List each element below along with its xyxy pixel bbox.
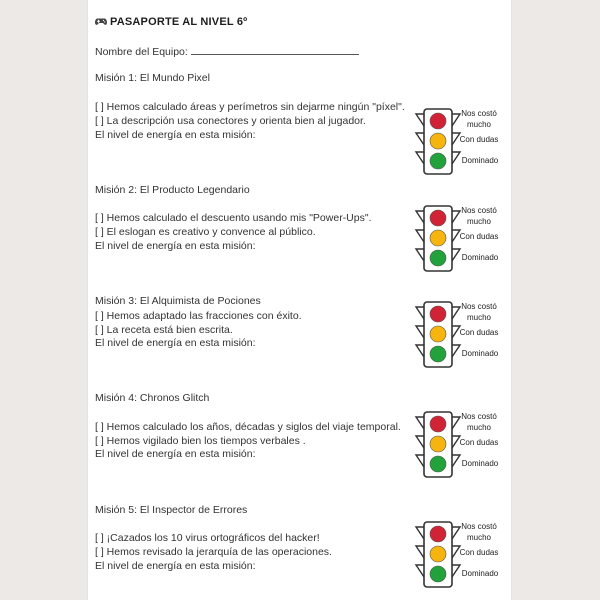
checklist-item[interactable]: [ ] Hemos adaptado las fracciones con éxito. <box>95 310 302 322</box>
legend-red-label: Nos costó mucho <box>461 206 497 226</box>
red-lamp[interactable] <box>430 416 446 432</box>
checklist-item[interactable]: [ ] Hemos calculado el descuento usando mis "Power-Ups". <box>95 212 372 224</box>
title-text: PASAPORTE AL NIVEL 6º <box>110 16 248 28</box>
green-lamp[interactable] <box>430 456 446 472</box>
legend-red-label: Nos costó mucho <box>461 522 497 542</box>
page-title <box>95 16 247 28</box>
legend-yellow-label: Con dudas <box>459 135 499 144</box>
legend-green-label: Dominado <box>461 459 499 468</box>
team-name-label: Nombre del Equipo: <box>95 46 188 58</box>
red-lamp[interactable] <box>430 113 446 129</box>
energy-level-label: El nivel de energía en esta misión: <box>95 337 256 349</box>
checklist-item[interactable]: [ ] El eslogan es creativo y convence al público. <box>95 226 316 238</box>
legend-yellow-label: Con dudas <box>459 548 499 557</box>
mission-title: Misión 5: El Inspector de Errores <box>95 504 248 516</box>
mission-title: Misión 2: El Producto Legendario <box>95 184 250 196</box>
red-lamp[interactable] <box>430 210 446 226</box>
yellow-lamp[interactable] <box>430 133 446 149</box>
checklist-item[interactable]: [ ] ¡Cazados los 10 virus ortográficos del hacker! <box>95 532 320 544</box>
mission-title: Misión 1: El Mundo Pixel <box>95 72 210 84</box>
green-lamp[interactable] <box>430 153 446 169</box>
red-lamp[interactable] <box>430 306 446 322</box>
team-name-field[interactable] <box>95 45 359 58</box>
yellow-lamp[interactable] <box>430 230 446 246</box>
legend-yellow-label: Con dudas <box>459 232 499 241</box>
legend-red-label: Nos costó mucho <box>461 412 497 432</box>
green-lamp[interactable] <box>430 566 446 582</box>
yellow-lamp[interactable] <box>430 546 446 562</box>
yellow-lamp[interactable] <box>430 326 446 342</box>
yellow-lamp[interactable] <box>430 436 446 452</box>
mission-title: Misión 4: Chronos Glitch <box>95 392 210 404</box>
green-lamp[interactable] <box>430 250 446 266</box>
legend-green-label: Dominado <box>461 349 499 358</box>
energy-level-label: El nivel de energía en esta misión: <box>95 448 256 460</box>
legend-green-label: Dominado <box>461 156 499 165</box>
checklist-item[interactable]: [ ] Hemos revisado la jerarquía de las operaciones. <box>95 546 332 558</box>
legend-red-label: Nos costó mucho <box>461 302 497 322</box>
checklist-item[interactable]: [ ] Hemos calculado áreas y perímetros sin dejarme ningún "píxel". <box>95 101 405 113</box>
checklist-item[interactable]: [ ] Hemos calculado los años, décadas y siglos del viaje temporal. <box>95 421 401 433</box>
gamepad-icon <box>95 17 107 26</box>
mission-title: Misión 3: El Alquimista de Pociones <box>95 295 261 307</box>
energy-level-label: El nivel de energía en esta misión: <box>95 240 256 252</box>
energy-level-label: El nivel de energía en esta misión: <box>95 129 256 141</box>
red-lamp[interactable] <box>430 526 446 542</box>
checklist-item[interactable]: [ ] La descripción usa conectores y orienta bien al jugador. <box>95 115 366 127</box>
checklist-item[interactable]: [ ] Hemos vigilado bien los tiempos verbales . <box>95 435 306 447</box>
team-name-blank[interactable] <box>191 45 359 55</box>
green-lamp[interactable] <box>430 346 446 362</box>
energy-level-label: El nivel de energía en esta misión: <box>95 560 256 572</box>
legend-yellow-label: Con dudas <box>459 438 499 447</box>
legend-green-label: Dominado <box>461 569 499 578</box>
legend-green-label: Dominado <box>461 253 499 262</box>
checklist-item[interactable]: [ ] La receta está bien escrita. <box>95 324 233 336</box>
legend-yellow-label: Con dudas <box>459 328 499 337</box>
legend-red-label: Nos costó mucho <box>461 109 497 129</box>
